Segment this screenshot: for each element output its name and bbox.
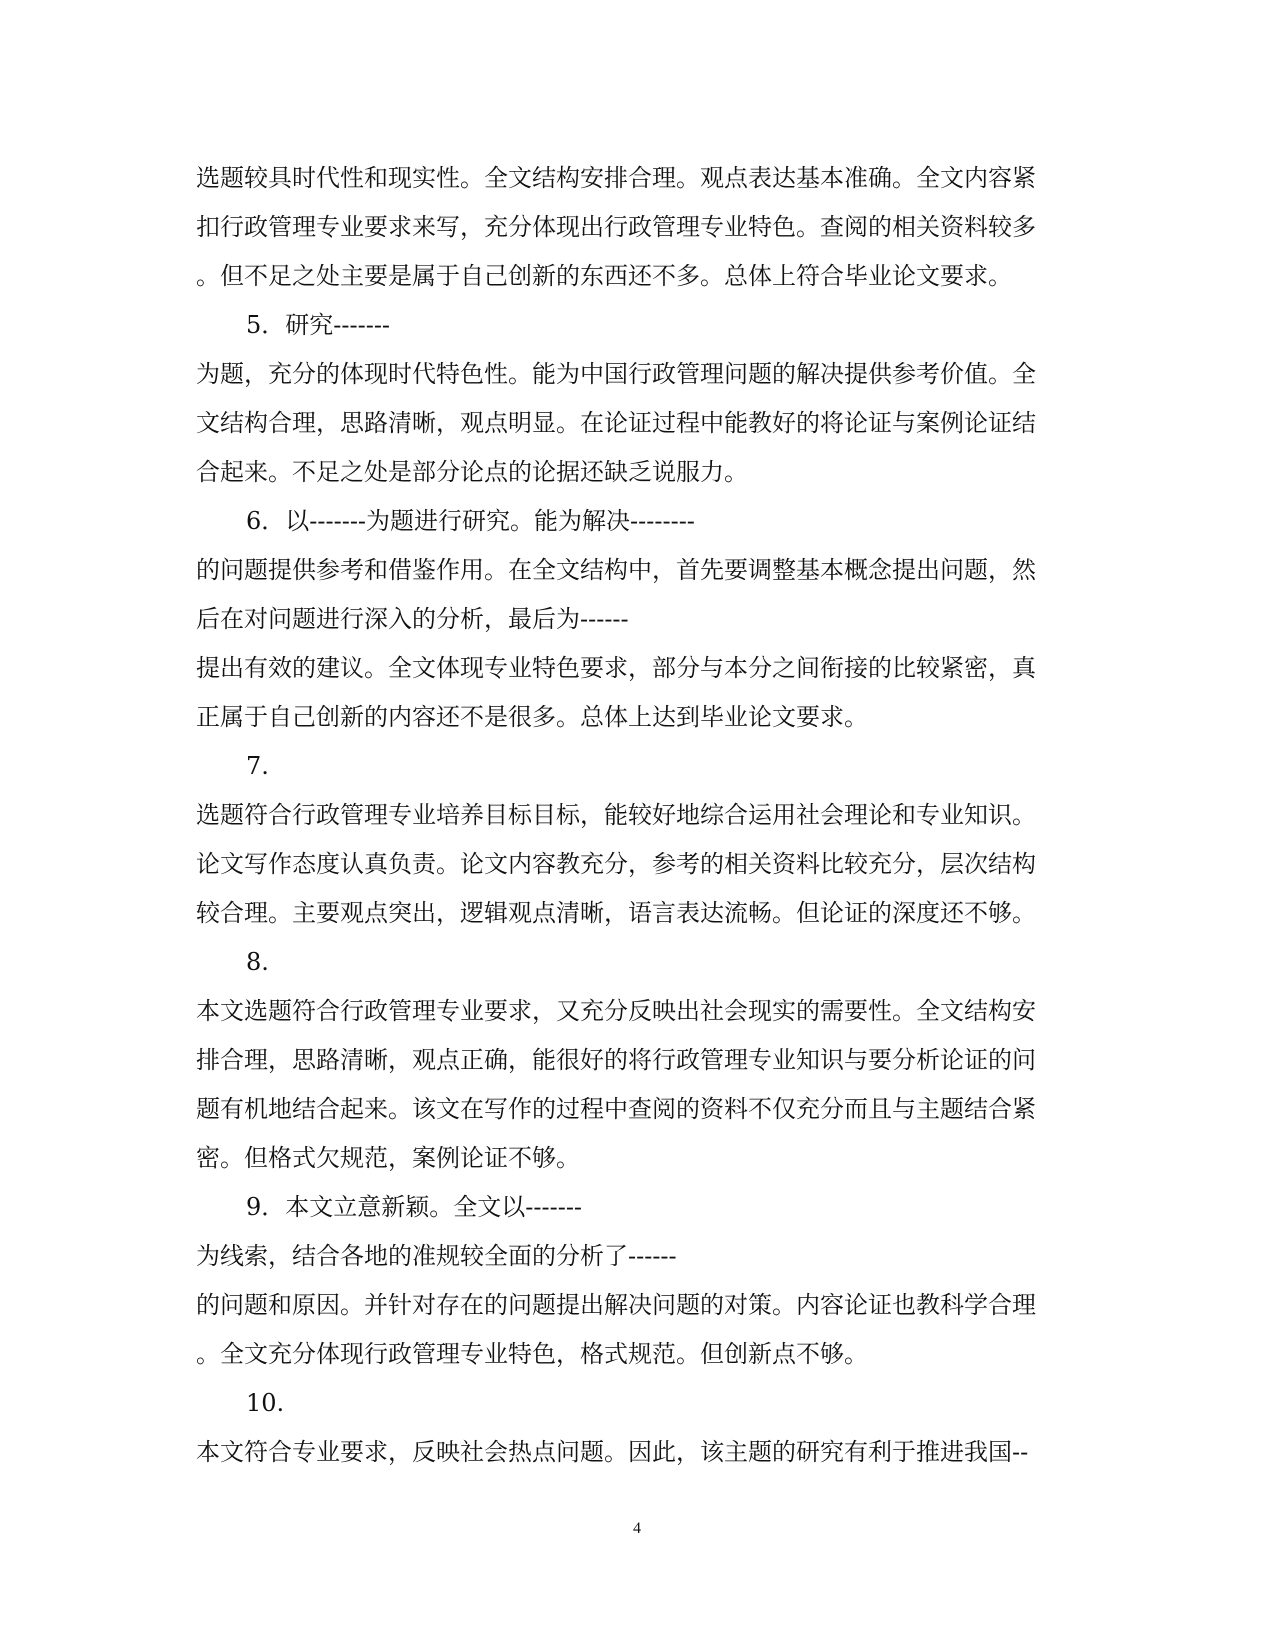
text-line: 文结构合理，思路清晰，观点明显。在论证过程中能教好的将论证与案例论证结 [196, 409, 1036, 437]
body-text [196, 154, 1076, 1477]
text-line: 为题，充分的体现时代特色性。能为中国行政管理问题的解决提供参考价值。全 [196, 360, 1036, 388]
text-line: 选题较具时代性和现实性。全文结构安排合理。观点表达基本准确。全文内容紧 [196, 164, 1036, 192]
text-line: 排合理，思路清晰，观点正确，能很好的将行政管理专业知识与要分析论证的问 [196, 1046, 1036, 1074]
text-line: 10. [246, 1389, 285, 1417]
text-line: 8. [246, 948, 269, 976]
page-number: 4 [633, 1520, 641, 1537]
text-line: 本文选题符合行政管理专业要求，又充分反映出社会现实的需要性。全文结构安 [196, 997, 1036, 1025]
text-line: 后在对问题进行深入的分析，最后为------ [196, 605, 629, 633]
text-line: 密。但格式欠规范，案例论证不够。 [196, 1144, 580, 1172]
text-line: 较合理。主要观点突出，逻辑观点清晰，语言表达流畅。但论证的深度还不够。 [196, 899, 1036, 927]
text-line: 合起来。不足之处是部分论点的论据还缺乏说服力。 [196, 458, 748, 486]
text-line: 。全文充分体现行政管理专业特色，格式规范。但创新点不够。 [196, 1340, 868, 1368]
text-line: 5．研究------- [246, 311, 391, 339]
text-line: 。但不足之处主要是属于自己创新的东西还不多。总体上符合毕业论文要求。 [196, 262, 1012, 290]
text-line: 6．以-------为题进行研究。能为解决-------- [246, 507, 695, 535]
text-line: 扣行政管理专业要求来写，充分体现出行政管理专业特色。查阅的相关资料较多 [196, 213, 1036, 241]
text-line: 为线索，结合各地的准规较全面的分析了------ [196, 1242, 677, 1270]
text-line: 题有机地结合起来。该文在写作的过程中查阅的资料不仅充分而且与主题结合紧 [196, 1095, 1036, 1123]
text-line: 9．本文立意新颖。全文以------- [246, 1193, 583, 1221]
text-line: 的问题和原因。并针对存在的问题提出解决问题的对策。内容论证也教科学合理 [196, 1291, 1036, 1319]
text-line: 本文符合专业要求，反映社会热点问题。因此，该主题的研究有利于推进我国-- [196, 1438, 1029, 1466]
text-line: 的问题提供参考和借鉴作用。在全文结构中，首先要调整基本概念提出问题，然 [196, 556, 1036, 584]
text-line: 提出有效的建议。全文体现专业特色要求，部分与本分之间衔接的比较紧密，真 [196, 654, 1036, 682]
text-line: 论文写作态度认真负责。论文内容教充分，参考的相关资料比较充分，层次结构 [196, 850, 1036, 878]
text-line: 7. [246, 752, 269, 780]
text-line: 正属于自己创新的内容还不是很多。总体上达到毕业论文要求。 [196, 703, 868, 731]
text-line: 选题符合行政管理专业培养目标目标，能较好地综合运用社会理论和专业知识。 [196, 801, 1036, 829]
